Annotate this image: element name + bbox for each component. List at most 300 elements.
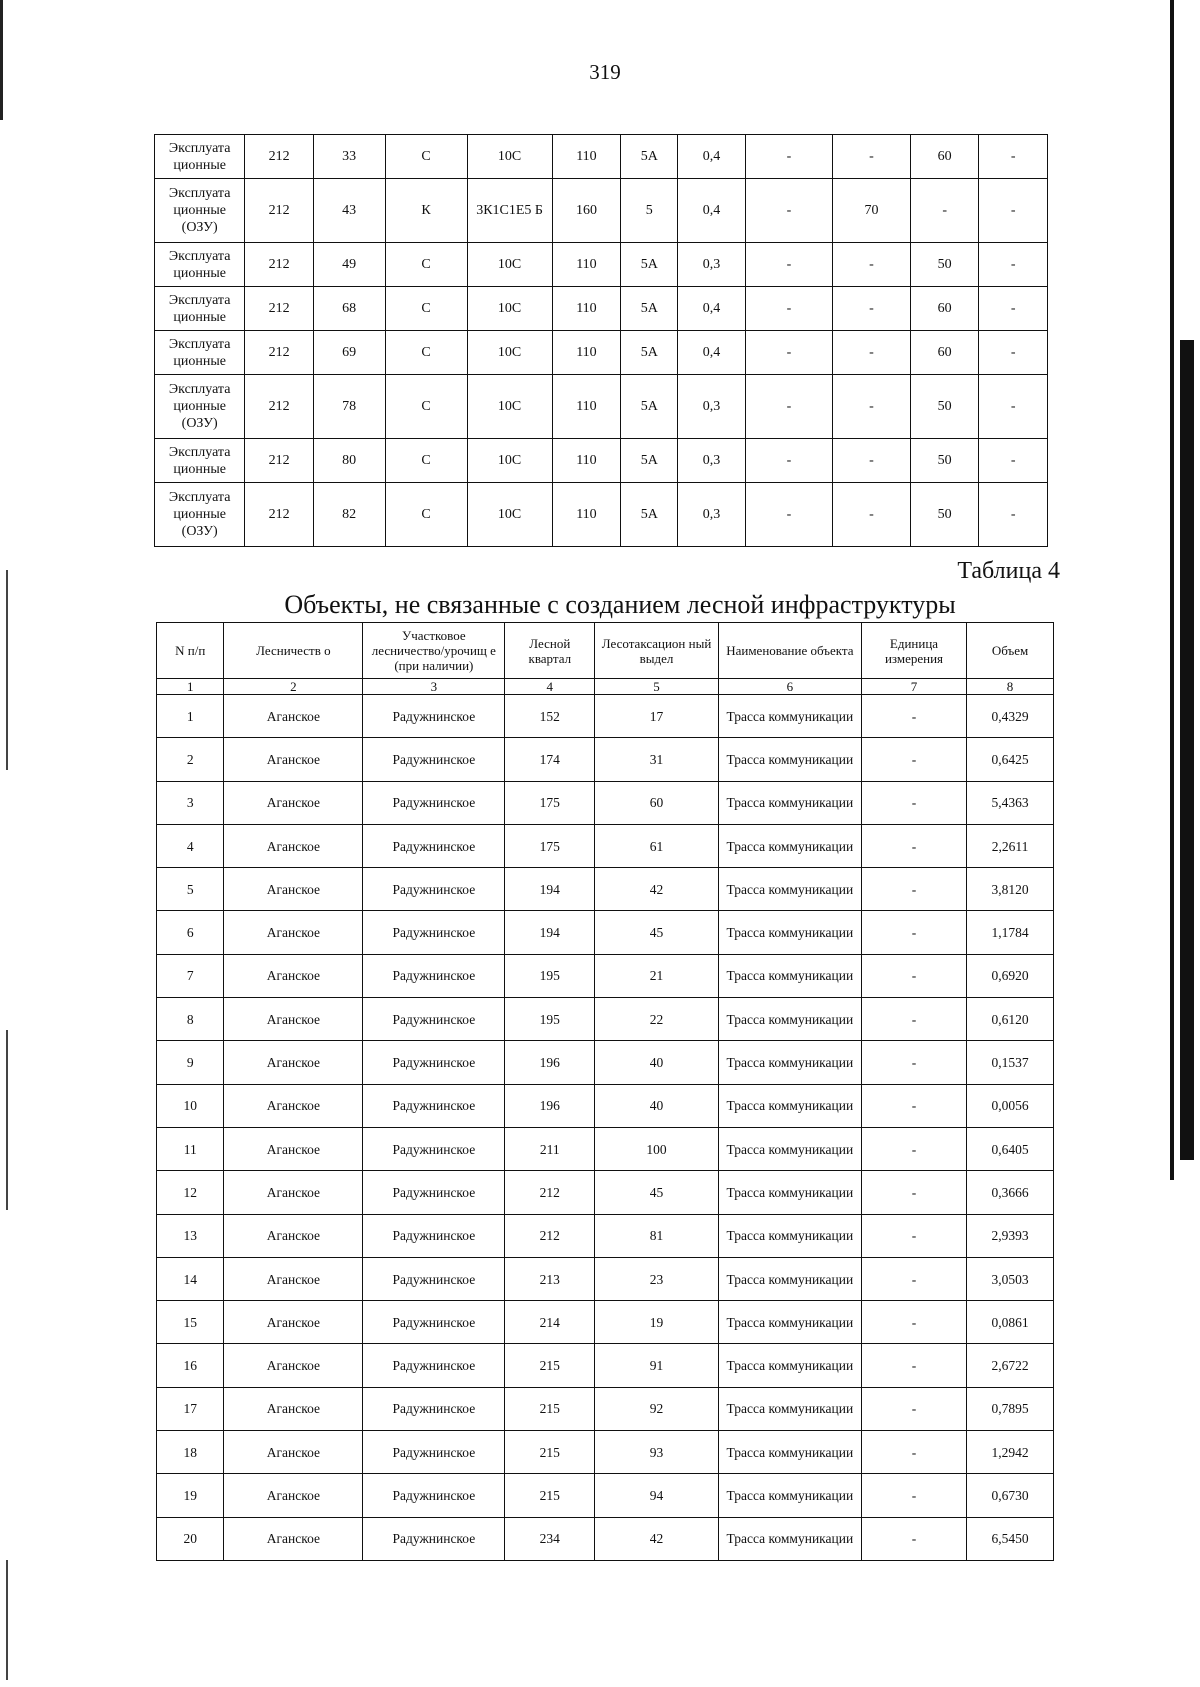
table-cell: Трасса коммуникации	[718, 1517, 861, 1560]
table-cell: 21	[595, 954, 719, 997]
table-cell: Трасса коммуникации	[718, 1301, 861, 1344]
table-cell: Трасса коммуникации	[718, 1171, 861, 1214]
table-row	[157, 1344, 1054, 1387]
table-cell: 9	[157, 1041, 224, 1084]
table-cell: 82	[313, 483, 385, 547]
table-cell: 234	[505, 1517, 595, 1560]
table-cell: -	[861, 1474, 966, 1517]
table-cell: Аганское	[224, 1474, 363, 1517]
table-cell: 5,4363	[967, 781, 1054, 824]
table-cell: 5А	[621, 135, 678, 179]
table-cell: 196	[505, 1041, 595, 1084]
table-cell: Аганское	[224, 998, 363, 1041]
table-cell: 40	[595, 1041, 719, 1084]
table-cell: Радужнинское	[363, 1257, 505, 1300]
table-cell: -	[979, 179, 1048, 243]
table-cell: Трасса коммуникации	[718, 1257, 861, 1300]
table-cell: 5А	[621, 483, 678, 547]
table-cell: -	[745, 483, 832, 547]
table-cell: 8	[157, 998, 224, 1041]
table-cell: 0,4	[678, 179, 745, 243]
table-cell: 0,3666	[967, 1171, 1054, 1214]
table-cell: 110	[552, 243, 621, 287]
table-cell: -	[833, 135, 911, 179]
table-cell: 10С	[467, 483, 552, 547]
table-cell: 214	[505, 1301, 595, 1344]
table-cell: Аганское	[224, 1171, 363, 1214]
table-cell: 0,4	[678, 331, 745, 375]
table-cell: 5А	[621, 331, 678, 375]
table-cell: 0,4329	[967, 695, 1054, 738]
table-cell: -	[861, 1344, 966, 1387]
table-cell: 60	[595, 781, 719, 824]
table-cell: -	[861, 1431, 966, 1474]
table-cell: 160	[552, 179, 621, 243]
table-cell: 31	[595, 738, 719, 781]
table-cell: 194	[505, 911, 595, 954]
table-cell: -	[861, 1387, 966, 1430]
table-cell: 100	[595, 1127, 719, 1170]
table-cell: Трасса коммуникации	[718, 1084, 861, 1127]
table-cell: 80	[313, 439, 385, 483]
table-cell: 0,0861	[967, 1301, 1054, 1344]
table-cell: 69	[313, 331, 385, 375]
table-cell: 11	[157, 1127, 224, 1170]
table-cell: 2	[157, 738, 224, 781]
table-cell: -	[979, 331, 1048, 375]
table-cell: 0,0056	[967, 1084, 1054, 1127]
table-cell: Эксплуата ционные	[155, 331, 245, 375]
table-cell: -	[833, 375, 911, 439]
table-cell: -	[861, 824, 966, 867]
table-cell: Трасса коммуникации	[718, 1041, 861, 1084]
table-cell: Аганское	[224, 868, 363, 911]
table-cell: Радужнинское	[363, 1084, 505, 1127]
table-cell: -	[910, 179, 979, 243]
table-cell: Радужнинское	[363, 781, 505, 824]
table-cell: 175	[505, 824, 595, 867]
table-cell: Радужнинское	[363, 868, 505, 911]
table-cell: -	[861, 911, 966, 954]
column-number: 2	[224, 679, 363, 695]
table-cell: 49	[313, 243, 385, 287]
table-cell: Радужнинское	[363, 1171, 505, 1214]
table-cell: 10С	[467, 439, 552, 483]
table-cell: 211	[505, 1127, 595, 1170]
table-cell: Аганское	[224, 1344, 363, 1387]
table-row	[157, 781, 1054, 824]
table-cell: 212	[505, 1214, 595, 1257]
table-cell: 0,3	[678, 375, 745, 439]
table-cell: 91	[595, 1344, 719, 1387]
column-header: Лесной квартал	[505, 623, 595, 679]
table-cell: 1,2942	[967, 1431, 1054, 1474]
table-cell: Радужнинское	[363, 1344, 505, 1387]
table-cell: 92	[595, 1387, 719, 1430]
table-cell: 174	[505, 738, 595, 781]
table-cell: 60	[910, 135, 979, 179]
table-cell: -	[745, 179, 832, 243]
table-cell: С	[385, 375, 467, 439]
table-cell: 7	[157, 954, 224, 997]
table-cell: 42	[595, 868, 719, 911]
table-cell: -	[861, 1041, 966, 1084]
column-header: Лесничеств о	[224, 623, 363, 679]
table-cell: -	[861, 1301, 966, 1344]
table-row	[157, 998, 1054, 1041]
table-cell: 195	[505, 954, 595, 997]
table-row	[157, 1387, 1054, 1430]
table-cell: 0,1537	[967, 1041, 1054, 1084]
table-cell: Трасса коммуникации	[718, 1214, 861, 1257]
table-cell: -	[833, 439, 911, 483]
table-cell: 81	[595, 1214, 719, 1257]
table-cell: Аганское	[224, 1214, 363, 1257]
table-row	[157, 1084, 1054, 1127]
table-cell: Радужнинское	[363, 824, 505, 867]
table-cell: -	[979, 375, 1048, 439]
table-cell: -	[745, 287, 832, 331]
table-cell: Радужнинское	[363, 1214, 505, 1257]
table-cell: 3	[157, 781, 224, 824]
column-number: 3	[363, 679, 505, 695]
table-cell: С	[385, 331, 467, 375]
table-cell: Радужнинское	[363, 1387, 505, 1430]
table-cell: 10С	[467, 287, 552, 331]
table-cell: Трасса коммуникации	[718, 781, 861, 824]
table-cell: 10	[157, 1084, 224, 1127]
table-cell: 12	[157, 1171, 224, 1214]
table-row	[157, 1431, 1054, 1474]
table-cell: 212	[505, 1171, 595, 1214]
table-cell: Радужнинское	[363, 998, 505, 1041]
table-cell: Аганское	[224, 781, 363, 824]
table-cell: Эксплуата ционные	[155, 243, 245, 287]
table-cell: 5А	[621, 243, 678, 287]
table-cell: -	[861, 1127, 966, 1170]
table-cell: 0,7895	[967, 1387, 1054, 1430]
table-cell: -	[979, 439, 1048, 483]
table-cell: Эксплуата ционные (ОЗУ)	[155, 375, 245, 439]
table-cell: Эксплуата ционные	[155, 135, 245, 179]
table-cell: -	[745, 135, 832, 179]
table-cell: 10С	[467, 243, 552, 287]
table-cell: 20	[157, 1517, 224, 1560]
table-cell: 33	[313, 135, 385, 179]
table-cell: 212	[245, 287, 314, 331]
table-cell: Аганское	[224, 824, 363, 867]
scan-noise	[6, 1560, 8, 1680]
table-cell: 152	[505, 695, 595, 738]
table-title: Объекты, не связанные с созданием лесной инфраструктуры	[284, 590, 956, 619]
column-header: Наименование объекта	[718, 623, 861, 679]
table-cell: 43	[313, 179, 385, 243]
table-row	[157, 1214, 1054, 1257]
table-cell: Эксплуата ционные	[155, 287, 245, 331]
table-row	[157, 1517, 1054, 1560]
table-cell: 5А	[621, 375, 678, 439]
table-cell: Аганское	[224, 1257, 363, 1300]
table-cell: Радужнинское	[363, 1041, 505, 1084]
table-cell: Трасса коммуникации	[718, 824, 861, 867]
table-row	[155, 331, 1048, 375]
table-cell: Радужнинское	[363, 1517, 505, 1560]
table-cell: 0,6920	[967, 954, 1054, 997]
table-cell: Радужнинское	[363, 1474, 505, 1517]
table-cell: -	[861, 781, 966, 824]
table-cell: 213	[505, 1257, 595, 1300]
table-cell: 212	[245, 179, 314, 243]
table-cell: -	[833, 483, 911, 547]
table-cell: -	[745, 439, 832, 483]
table-cell: -	[861, 868, 966, 911]
table-cell: 60	[910, 287, 979, 331]
table-row	[157, 1257, 1054, 1300]
table-cell: 45	[595, 1171, 719, 1214]
table-cell: Трасса коммуникации	[718, 954, 861, 997]
table-cell: 13	[157, 1214, 224, 1257]
table-cell: 194	[505, 868, 595, 911]
table-row	[157, 1301, 1054, 1344]
table-cell: 110	[552, 439, 621, 483]
scan-edge-bar	[1180, 340, 1194, 1160]
column-number: 6	[718, 679, 861, 695]
table-row	[157, 954, 1054, 997]
table-cell: 110	[552, 375, 621, 439]
table-cell: -	[861, 954, 966, 997]
table-cell: -	[833, 287, 911, 331]
table-cell: Радужнинское	[363, 954, 505, 997]
table-cell: Аганское	[224, 1127, 363, 1170]
table-cell: Эксплуата ционные (ОЗУ)	[155, 179, 245, 243]
table-cell: 196	[505, 1084, 595, 1127]
table-cell: -	[861, 1171, 966, 1214]
table-row	[155, 179, 1048, 243]
table-cell: 110	[552, 287, 621, 331]
table-cell: -	[979, 135, 1048, 179]
table-cell: Аганское	[224, 1084, 363, 1127]
table-cell: 18	[157, 1431, 224, 1474]
table-cell: Трасса коммуникации	[718, 1387, 861, 1430]
table-cell: -	[979, 483, 1048, 547]
table-cell: Аганское	[224, 695, 363, 738]
table-cell: -	[861, 1084, 966, 1127]
table-cell: Аганское	[224, 1301, 363, 1344]
table-cell: -	[861, 695, 966, 738]
table-row	[155, 439, 1048, 483]
scan-edge-line	[0, 0, 3, 120]
table-cell: 5А	[621, 439, 678, 483]
table-cell: 50	[910, 439, 979, 483]
table-cell: 60	[910, 331, 979, 375]
column-number: 4	[505, 679, 595, 695]
column-header: Участковое лесничество/урочищ е (при наличии)	[363, 623, 505, 679]
table-cell: 0,6425	[967, 738, 1054, 781]
table-cell: Радужнинское	[363, 911, 505, 954]
table-cell: Трасса коммуникации	[718, 738, 861, 781]
table-cell: 15	[157, 1301, 224, 1344]
table-cell: 10С	[467, 135, 552, 179]
table-cell: 5А	[621, 287, 678, 331]
column-number: 5	[595, 679, 719, 695]
table-cell: С	[385, 135, 467, 179]
table-cell: Аганское	[224, 1041, 363, 1084]
scan-noise	[6, 570, 8, 770]
table-cell: Аганское	[224, 738, 363, 781]
table-cell: 212	[245, 375, 314, 439]
table-cell: 110	[552, 135, 621, 179]
table-cell: 3,8120	[967, 868, 1054, 911]
page-number: 319	[589, 60, 621, 84]
table-cell: 212	[245, 483, 314, 547]
table-cell: -	[745, 243, 832, 287]
table-row	[155, 375, 1048, 439]
table-cell: 175	[505, 781, 595, 824]
table-cell: 40	[595, 1084, 719, 1127]
table-cell: 1,1784	[967, 911, 1054, 954]
table-cell: Эксплуата ционные (ОЗУ)	[155, 483, 245, 547]
table-cell: Трасса коммуникации	[718, 1474, 861, 1517]
table-cell: Радужнинское	[363, 695, 505, 738]
table-cell: -	[979, 287, 1048, 331]
table-cell: Трасса коммуникации	[718, 868, 861, 911]
table-cell: Трасса коммуникации	[718, 911, 861, 954]
table-caption: Таблица 4	[957, 558, 1060, 584]
table-cell: Аганское	[224, 1517, 363, 1560]
continued-table	[154, 134, 1048, 547]
table-row	[155, 287, 1048, 331]
table-cell: 215	[505, 1387, 595, 1430]
table-cell: 50	[910, 243, 979, 287]
table-cell: 78	[313, 375, 385, 439]
table-cell: 2,9393	[967, 1214, 1054, 1257]
table-cell: 0,3	[678, 243, 745, 287]
table-cell: 70	[833, 179, 911, 243]
table-cell: 22	[595, 998, 719, 1041]
table-cell: 3,0503	[967, 1257, 1054, 1300]
table-cell: 215	[505, 1344, 595, 1387]
table-cell: Аганское	[224, 954, 363, 997]
table-cell: 50	[910, 483, 979, 547]
table-cell: С	[385, 439, 467, 483]
table-cell: Радужнинское	[363, 1431, 505, 1474]
table-cell: 16	[157, 1344, 224, 1387]
table-cell: 0,3	[678, 483, 745, 547]
table-cell: 14	[157, 1257, 224, 1300]
table-cell: 215	[505, 1431, 595, 1474]
table-row	[157, 1171, 1054, 1214]
table-cell: 212	[245, 439, 314, 483]
table-cell: -	[861, 998, 966, 1041]
table-cell: К	[385, 179, 467, 243]
table-cell: 19	[157, 1474, 224, 1517]
table-cell: Трасса коммуникации	[718, 1127, 861, 1170]
table-cell: 19	[595, 1301, 719, 1344]
table-cell: Радужнинское	[363, 738, 505, 781]
table-cell: Трасса коммуникации	[718, 1344, 861, 1387]
table-cell: -	[861, 1517, 966, 1560]
table-cell: 6,5450	[967, 1517, 1054, 1560]
table-cell: 110	[552, 331, 621, 375]
table-cell: 215	[505, 1474, 595, 1517]
table-cell: 5	[621, 179, 678, 243]
table-cell: 0,6730	[967, 1474, 1054, 1517]
table-cell: 6	[157, 911, 224, 954]
table-cell: Радужнинское	[363, 1127, 505, 1170]
table-cell: С	[385, 243, 467, 287]
table-cell: 50	[910, 375, 979, 439]
table-cell: Трасса коммуникации	[718, 1431, 861, 1474]
table-row	[157, 868, 1054, 911]
table-cell: 10С	[467, 331, 552, 375]
column-number: 8	[967, 679, 1054, 695]
table-cell: -	[745, 375, 832, 439]
table-row	[155, 243, 1048, 287]
table-cell: Аганское	[224, 1387, 363, 1430]
column-header: N п/п	[157, 623, 224, 679]
table-cell: 0,3	[678, 439, 745, 483]
table-cell: 2,2611	[967, 824, 1054, 867]
column-header: Объем	[967, 623, 1054, 679]
table-cell: 42	[595, 1517, 719, 1560]
table-cell: 10С	[467, 375, 552, 439]
table-cell: 93	[595, 1431, 719, 1474]
table-row	[157, 824, 1054, 867]
column-header: Единица измерения	[861, 623, 966, 679]
column-number: 1	[157, 679, 224, 695]
table-cell: -	[833, 243, 911, 287]
table-cell: 94	[595, 1474, 719, 1517]
table-cell: 45	[595, 911, 719, 954]
table-cell: 68	[313, 287, 385, 331]
table-cell: С	[385, 483, 467, 547]
table-cell: Радужнинское	[363, 1301, 505, 1344]
table-cell: Эксплуата ционные	[155, 439, 245, 483]
table-cell: -	[861, 1214, 966, 1257]
table-row	[157, 1041, 1054, 1084]
table-row	[157, 1474, 1054, 1517]
table-cell: 17	[595, 695, 719, 738]
table-cell: Аганское	[224, 1431, 363, 1474]
table-row	[157, 738, 1054, 781]
table-cell: С	[385, 287, 467, 331]
table-cell: 0,6120	[967, 998, 1054, 1041]
column-number: 7	[861, 679, 966, 695]
table-cell: 195	[505, 998, 595, 1041]
table-row	[155, 483, 1048, 547]
table-cell: 0,4	[678, 287, 745, 331]
table-cell: 212	[245, 243, 314, 287]
objects-table	[156, 622, 1054, 1561]
table-row	[157, 911, 1054, 954]
table-row	[155, 135, 1048, 179]
table-cell: -	[979, 243, 1048, 287]
table-cell: Аганское	[224, 911, 363, 954]
table-cell: 1	[157, 695, 224, 738]
table-cell: 3К1С1Е5 Б	[467, 179, 552, 243]
table-cell: 5	[157, 868, 224, 911]
table-cell: 212	[245, 135, 314, 179]
table-cell: -	[833, 331, 911, 375]
column-header: Лесотаксацион ный выдел	[595, 623, 719, 679]
table-cell: 0,6405	[967, 1127, 1054, 1170]
table-cell: 212	[245, 331, 314, 375]
table-cell: 110	[552, 483, 621, 547]
table-cell: 0,4	[678, 135, 745, 179]
table-cell: 61	[595, 824, 719, 867]
table-row	[157, 695, 1054, 738]
table-cell: 2,6722	[967, 1344, 1054, 1387]
